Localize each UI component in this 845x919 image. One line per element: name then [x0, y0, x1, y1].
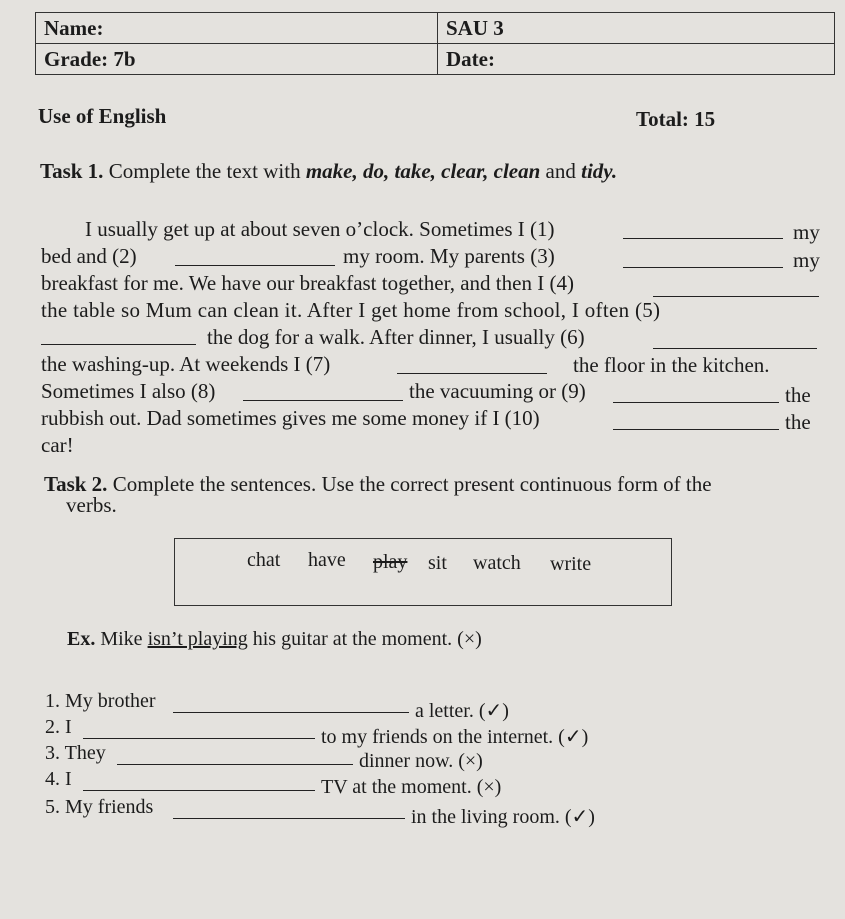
- example-start: Mike: [100, 628, 143, 650]
- sentence-5-start: 5. My friends: [45, 796, 154, 818]
- blank-7: [397, 357, 547, 374]
- task1-and: and: [545, 159, 576, 183]
- sentence-5-end: in the living room. (✓): [411, 806, 595, 828]
- task2-instruction-line2: verbs.: [66, 493, 117, 517]
- word-write: write: [550, 553, 592, 575]
- sentence-2-start: 2. I: [45, 716, 72, 738]
- example-answer: isn’t playing: [147, 628, 248, 650]
- blank-6: [653, 332, 817, 349]
- blank-2: [175, 249, 335, 266]
- line-end: my: [793, 220, 820, 244]
- line-text: breakfast for me. We have our breakfast together, and then I (4): [41, 271, 574, 295]
- word-watch: watch: [473, 552, 521, 574]
- task1-words: make, do, take, clear, clean: [305, 159, 541, 183]
- line-end: my: [793, 248, 820, 272]
- blank-4: [653, 280, 819, 297]
- paragraph-line: [41, 405, 821, 432]
- example-end: his guitar at the moment. (×): [252, 628, 482, 650]
- date-cell: Date:: [438, 44, 835, 75]
- sentence-3-end: dinner now. (×): [359, 750, 483, 772]
- task1-instruction-text: Complete the text with: [108, 159, 301, 183]
- blank-9: [613, 386, 779, 403]
- task1-paragraph: [41, 216, 821, 459]
- task2-instruction: [44, 474, 804, 516]
- example-label: Ex.: [67, 628, 96, 650]
- name-cell: Name:: [36, 13, 438, 44]
- paragraph-line: [41, 351, 821, 378]
- line-text: rubbish out. Dad sometimes gives me some money if I (10): [41, 406, 540, 430]
- line-text: the floor in the kitchen.: [573, 353, 770, 377]
- line-text: I usually get up at about seven o’clock. Sometimes I (1): [85, 217, 555, 241]
- section-title: Use of English: [38, 104, 167, 128]
- word-chat: chat: [247, 549, 281, 571]
- sentence-2-blank: [83, 722, 315, 739]
- word-sit: sit: [428, 552, 447, 574]
- sentence-3-start: 3. They: [45, 742, 106, 764]
- grade-cell: Grade: 7b: [36, 44, 438, 75]
- sau-cell: SAU 3: [438, 13, 835, 44]
- line-text: the table so Mum can clean it. After I get home from school, I often (5): [41, 298, 661, 322]
- task1-label: Task 1.: [40, 159, 104, 183]
- sentence-4-end: TV at the moment. (×): [321, 776, 502, 798]
- paragraph-line: [41, 378, 821, 405]
- sentence-1-blank: [173, 696, 409, 713]
- sentence-1-start: 1. My brother: [45, 690, 156, 712]
- line-end: the: [785, 383, 811, 407]
- sentence-4-start: 4. I: [45, 768, 72, 790]
- header-table: [35, 12, 835, 75]
- line-text: bed and (2): [41, 244, 137, 268]
- word-box: [174, 538, 672, 606]
- line-text: the washing-up. At weekends I (7): [41, 352, 331, 376]
- total-score: Total: 15: [636, 107, 716, 131]
- word-have: have: [308, 549, 346, 571]
- paragraph-line: [41, 243, 821, 270]
- task1-instruction: [40, 159, 617, 184]
- line-text: the vacuuming or (9): [409, 379, 586, 403]
- line-end: the: [785, 410, 811, 434]
- blank-1: [623, 222, 783, 239]
- paragraph-line: [41, 297, 821, 324]
- paragraph-line: [41, 270, 821, 297]
- sentence-1-end: a letter. (✓): [415, 700, 509, 722]
- example-sentence: [67, 628, 482, 651]
- blank-3: [623, 251, 783, 268]
- task2-instruction-line1: Complete the sentences. Use the correct present continuous form of the: [112, 472, 712, 496]
- blank-10: [613, 413, 779, 430]
- blank-8: [243, 384, 403, 401]
- task1-tidy: tidy.: [581, 159, 618, 183]
- line-text: car!: [41, 433, 74, 457]
- line-text: Sometimes I also (8): [41, 379, 216, 403]
- line-text: the dog for a walk. After dinner, I usually (6): [207, 325, 585, 349]
- blank-5: [41, 328, 196, 345]
- line-text: my room. My parents (3): [343, 244, 555, 268]
- sentence-5-blank: [173, 802, 405, 819]
- sentence-3-blank: [117, 748, 353, 765]
- paragraph-line: [41, 432, 821, 459]
- sentence-2-end: to my friends on the internet. (✓): [321, 726, 589, 748]
- sentence-4-blank: [83, 774, 315, 791]
- word-play-crossed: play: [373, 551, 408, 573]
- paragraph-line: [41, 216, 821, 243]
- paragraph-line: [41, 324, 821, 351]
- task2-label: Task 2.: [44, 472, 108, 496]
